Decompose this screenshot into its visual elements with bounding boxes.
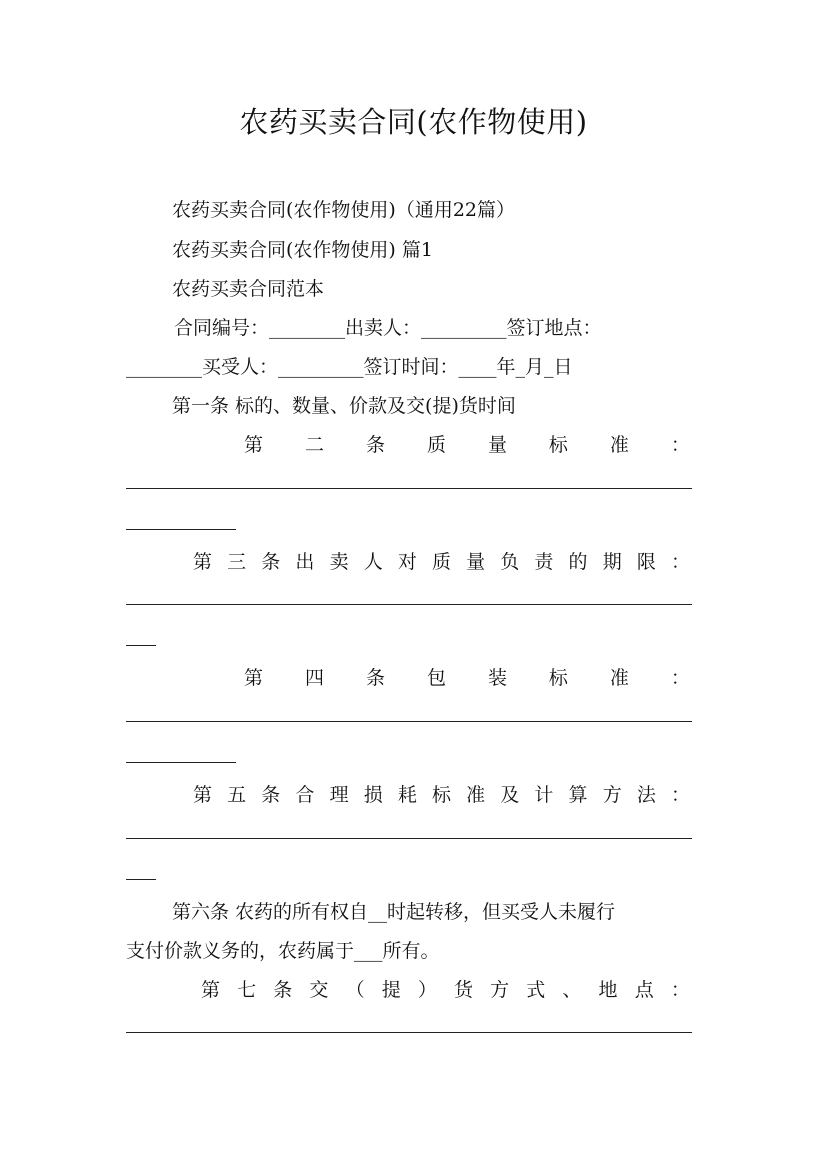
fill-line [126,721,692,722]
heading-char: 对 [397,551,417,573]
heading-char: 包 [426,667,446,689]
heading-char: 法 [636,784,656,806]
heading-char: 四 [304,667,324,689]
heading-char: （ [345,979,365,1001]
clause-7 [201,976,690,1004]
heading-char: 第 [193,784,213,806]
heading-char: 五 [227,784,247,806]
heading-char: 负 [500,551,520,573]
heading-char: 第 [193,551,213,573]
fill-line [126,879,156,880]
heading-char: 算 [568,784,588,806]
fill-line [126,645,156,646]
fill-line [126,529,236,530]
clause-4 [244,664,690,692]
heading-char: 地 [598,979,618,1001]
heading-char: 货 [453,979,473,1001]
contract-header-line-1: 合同编号：________出卖人：_________签订地点： [174,317,602,339]
clause-6-line-2: 支付价款义务的，农药属于___所有。 [126,940,440,962]
clause-1: 第一条 标的、数量、价款及交(提)货时间 [172,395,516,417]
heading-char: ： [670,551,690,573]
heading-char: 理 [329,784,349,806]
heading-char: 量 [466,551,486,573]
heading-char: 三 [227,551,247,573]
fill-line [126,604,692,605]
fill-line [126,488,692,489]
heading-char: 第 [201,979,221,1001]
chapter-title: 农药买卖合同(农作物使用) 篇1 [172,239,433,261]
heading-char: 及 [500,784,520,806]
heading-char: 限 [636,551,656,573]
heading-char: 条 [365,667,385,689]
heading-char: 合 [295,784,315,806]
fill-line [126,762,236,763]
heading-char: 标 [548,434,568,456]
heading-char: 条 [273,979,293,1001]
heading-char: 准 [466,784,486,806]
heading-char: 交 [309,979,329,1001]
heading-char: 标 [431,784,451,806]
heading-char: 第 [244,667,264,689]
clause-3 [193,548,690,576]
heading-char: 标 [548,667,568,689]
heading-char: 方 [490,979,510,1001]
heading-char: ： [670,784,690,806]
heading-char: 计 [534,784,554,806]
heading-char: 式 [526,979,546,1001]
heading-char: 卖 [329,551,349,573]
contract-header-line-2: ________买受人：_________签订时间：____年_月_日 [126,356,573,378]
heading-char: 二 [304,434,324,456]
heading-char: 准 [609,434,629,456]
heading-char: ） [417,979,437,1001]
heading-char: 期 [602,551,622,573]
sample-title: 农药买卖合同范本 [172,278,325,300]
heading-char: 质 [426,434,446,456]
heading-char: 耗 [397,784,417,806]
heading-char: 损 [363,784,383,806]
heading-char: 条 [261,551,281,573]
heading-char: 、 [562,979,582,1001]
document-title: 农药买卖合同(农作物使用) [239,105,588,139]
heading-char: 的 [568,551,588,573]
heading-char: 第 [244,434,264,456]
heading-char: 七 [237,979,257,1001]
heading-char: ： [670,434,690,456]
clause-2 [244,431,690,459]
heading-char: 责 [534,551,554,573]
heading-char: ： [670,979,690,1001]
fill-line [126,838,692,839]
heading-char: 点 [634,979,654,1001]
heading-char: 质 [431,551,451,573]
heading-char: 方 [602,784,622,806]
heading-char: 条 [365,434,385,456]
clause-6-line-1: 第六条 农药的所有权自__时起转移，但买受人未履行 [172,901,616,923]
heading-char: 装 [487,667,507,689]
heading-char: 条 [261,784,281,806]
clause-5 [193,781,690,809]
heading-char: 准 [609,667,629,689]
heading-char: ： [670,667,690,689]
heading-char: 量 [487,434,507,456]
heading-char: 提 [381,979,401,1001]
heading-char: 出 [295,551,315,573]
heading-char: 人 [363,551,383,573]
fill-line [126,1032,692,1033]
document-heading: 农药买卖合同(农作物使用)（通用22篇） [172,199,516,221]
